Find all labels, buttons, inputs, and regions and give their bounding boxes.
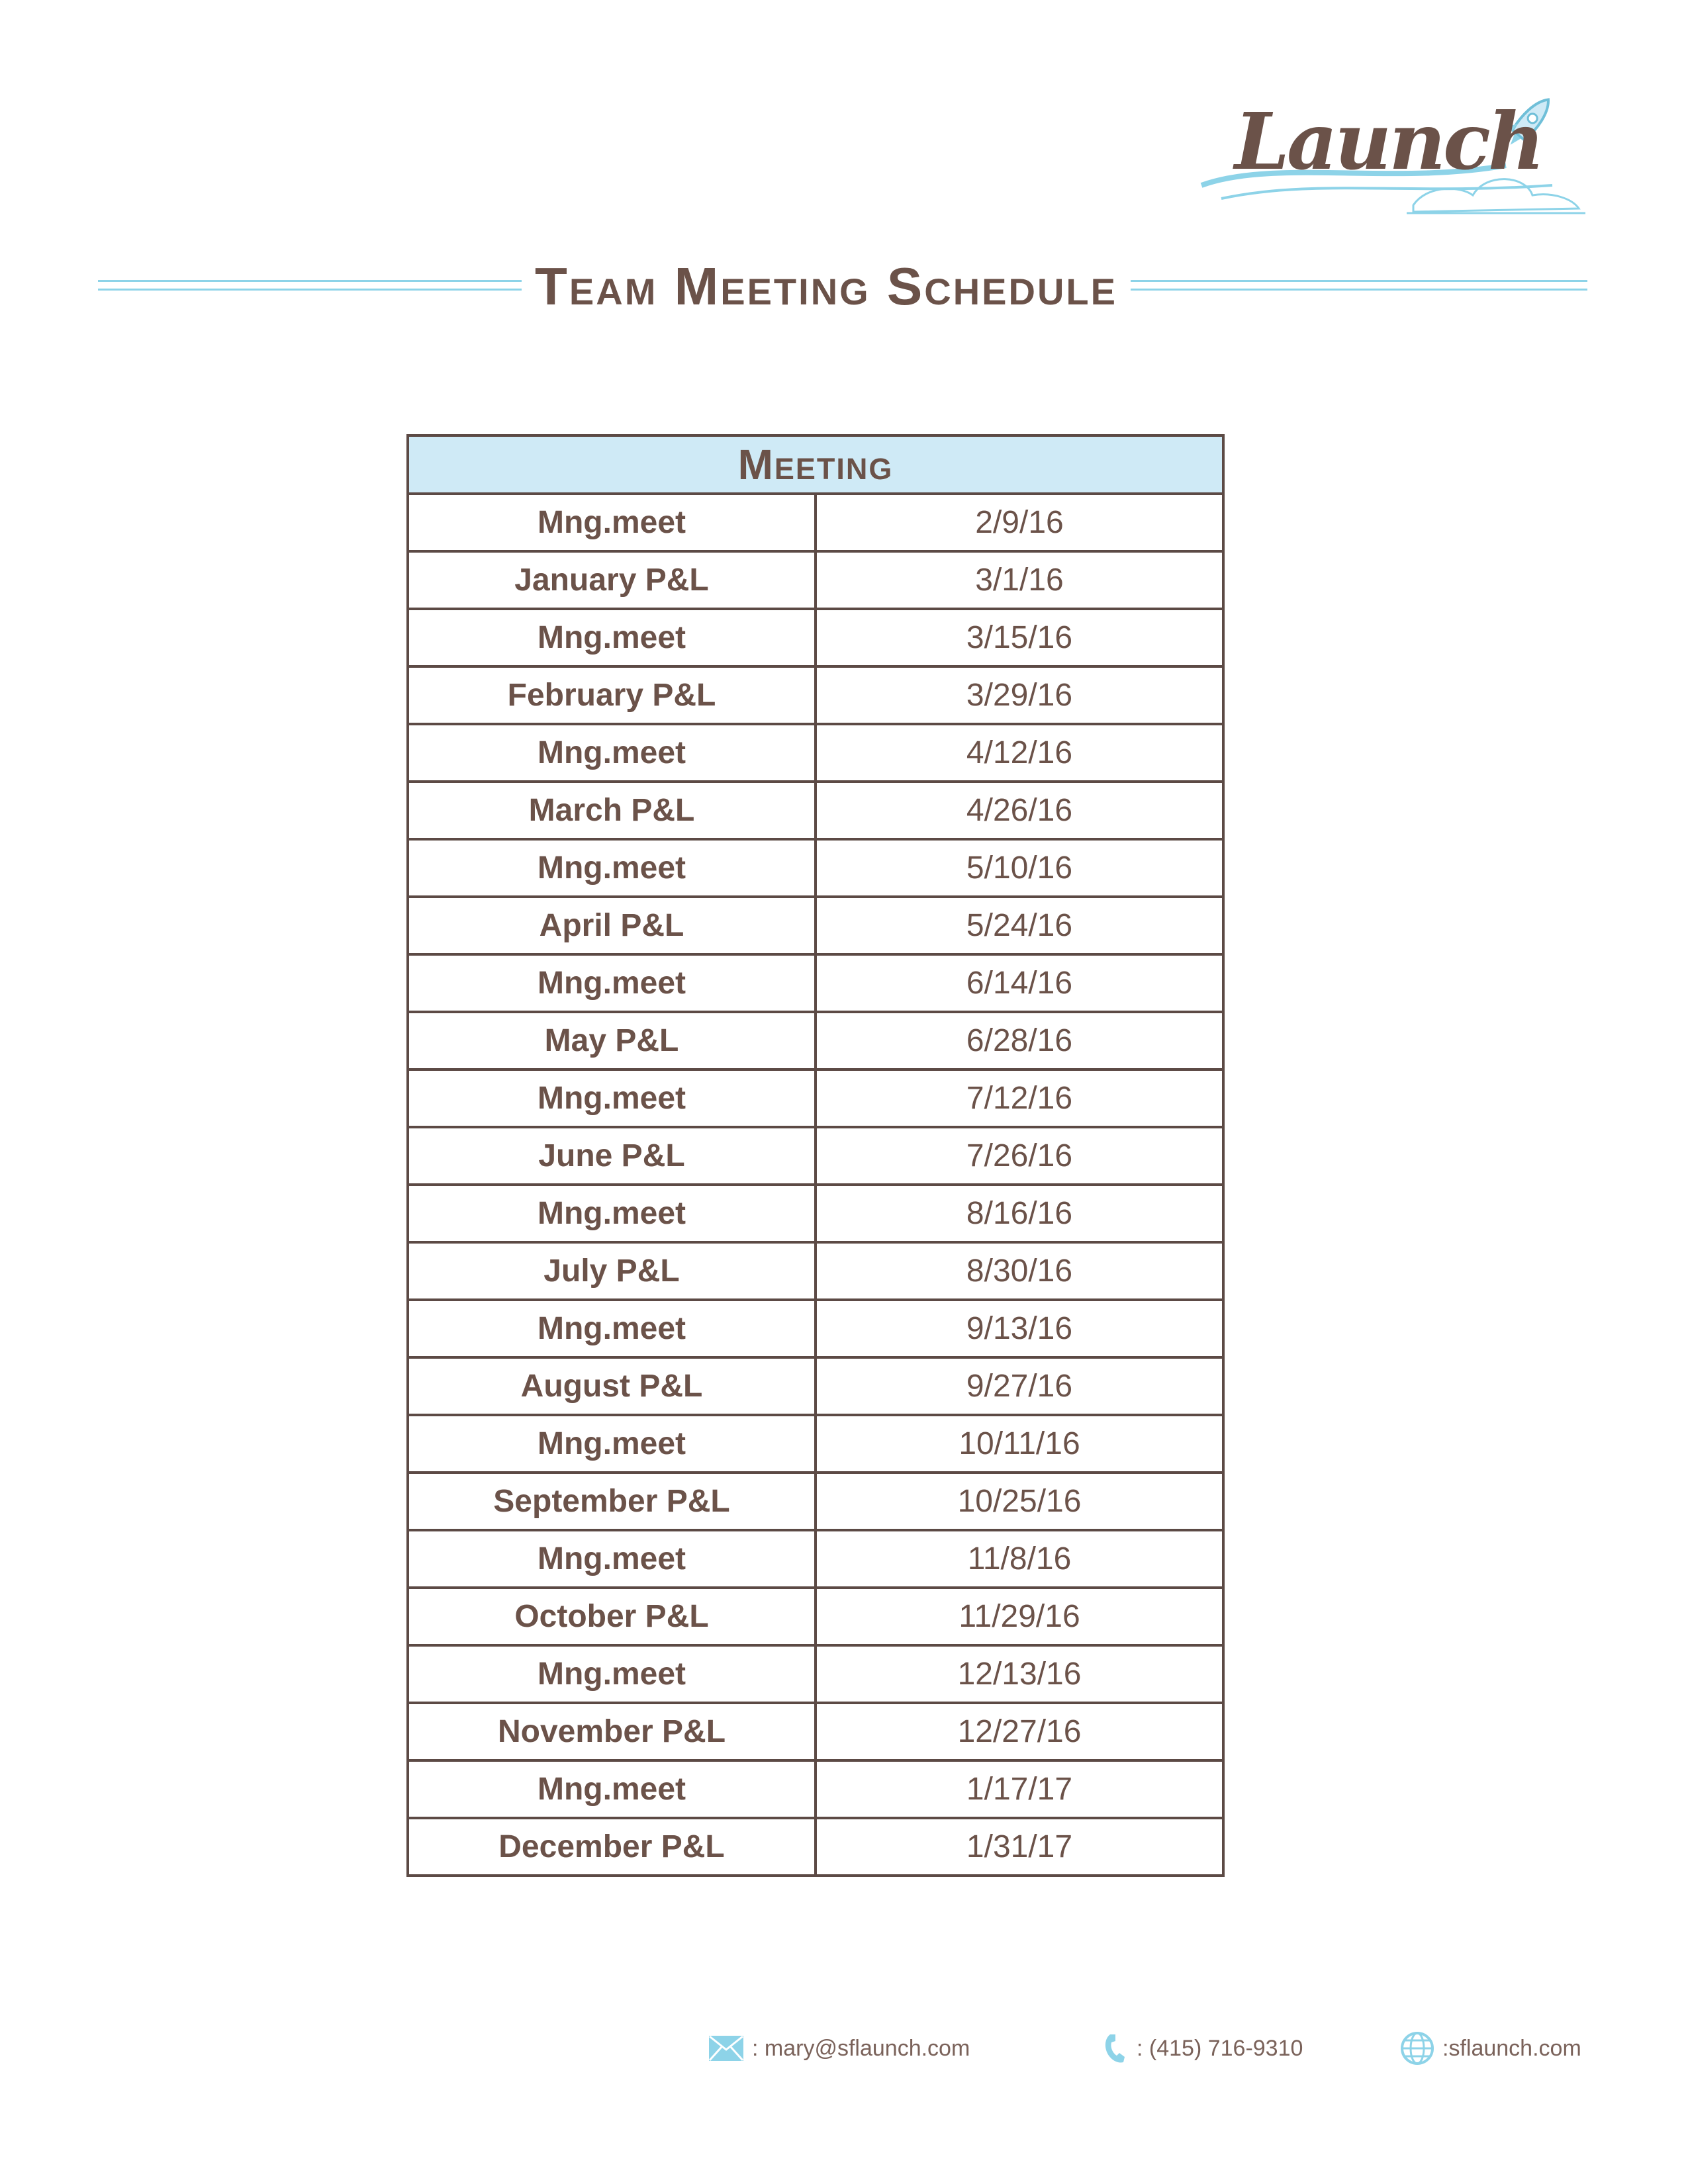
footer-website[interactable] (1400, 2025, 1581, 2071)
table-row (408, 1127, 1223, 1185)
table-row (408, 839, 1223, 897)
meeting-date-cell: 10/25/16 (816, 1473, 1223, 1530)
meeting-name-cell: August P&L (408, 1357, 816, 1415)
table-row (408, 1012, 1223, 1069)
table-row (408, 897, 1223, 954)
title-rule-right (1131, 280, 1587, 291)
meeting-date-cell: 5/24/16 (816, 897, 1223, 954)
meeting-name-cell: January P&L (408, 551, 816, 609)
meeting-name-cell: Mng.meet (408, 1185, 816, 1242)
meeting-name-cell: Mng.meet (408, 1069, 816, 1127)
meeting-date-cell: 6/28/16 (816, 1012, 1223, 1069)
meeting-name-cell: September P&L (408, 1473, 816, 1530)
meeting-date-cell: 9/13/16 (816, 1300, 1223, 1357)
footer-website-text: :sflaunch.com (1442, 2035, 1581, 2061)
table-row (408, 1760, 1223, 1818)
meeting-name-cell: June P&L (408, 1127, 816, 1185)
meeting-date-cell: 11/8/16 (816, 1530, 1223, 1588)
table-row (408, 782, 1223, 839)
table-row (408, 551, 1223, 609)
table-row (408, 666, 1223, 724)
table-row (408, 1242, 1223, 1300)
table-row (408, 1415, 1223, 1473)
meeting-name-cell: October P&L (408, 1588, 816, 1645)
meeting-name-cell: Mng.meet (408, 1645, 816, 1703)
table-row (408, 1818, 1223, 1876)
meeting-name-cell: March P&L (408, 782, 816, 839)
meeting-date-cell: 7/26/16 (816, 1127, 1223, 1185)
table-row (408, 1588, 1223, 1645)
meeting-date-cell: 6/14/16 (816, 954, 1223, 1012)
table-header-row (408, 435, 1223, 494)
meeting-date-cell: 8/16/16 (816, 1185, 1223, 1242)
title-band (98, 257, 1587, 316)
globe-icon (1400, 2031, 1434, 2066)
meeting-date-cell: 1/17/17 (816, 1760, 1223, 1818)
table-row (408, 609, 1223, 666)
meeting-date-cell: 10/11/16 (816, 1415, 1223, 1473)
table-body (408, 494, 1223, 1876)
meeting-name-cell: Mng.meet (408, 1415, 816, 1473)
meeting-name-cell: April P&L (408, 897, 816, 954)
meeting-date-cell: 9/27/16 (816, 1357, 1223, 1415)
table-header: Meeting (408, 435, 1223, 494)
table-row (408, 1069, 1223, 1127)
meeting-date-cell: 2/9/16 (816, 494, 1223, 551)
meeting-name-cell: July P&L (408, 1242, 816, 1300)
logo-text: Launch (1235, 95, 1542, 187)
meeting-date-cell: 11/29/16 (816, 1588, 1223, 1645)
table-row (408, 954, 1223, 1012)
table-row (408, 1645, 1223, 1703)
meeting-name-cell: November P&L (408, 1703, 816, 1760)
meeting-date-cell: 5/10/16 (816, 839, 1223, 897)
table-row (408, 1703, 1223, 1760)
meeting-name-cell: Mng.meet (408, 494, 816, 551)
footer-phone[interactable] (1102, 2025, 1303, 2071)
meeting-date-cell: 12/27/16 (816, 1703, 1223, 1760)
meeting-date-cell: 3/15/16 (816, 609, 1223, 666)
meeting-schedule-table (406, 434, 1225, 1877)
footer-email[interactable] (708, 2025, 970, 2071)
footer-email-text: : mary@sflaunch.com (752, 2035, 970, 2061)
meeting-name-cell: December P&L (408, 1818, 816, 1876)
meeting-date-cell: 12/13/16 (816, 1645, 1223, 1703)
table-row (408, 1300, 1223, 1357)
table-row (408, 494, 1223, 551)
meeting-name-cell: February P&L (408, 666, 816, 724)
phone-icon (1102, 2032, 1129, 2065)
mail-icon (708, 2035, 744, 2062)
meeting-name-cell: May P&L (408, 1012, 816, 1069)
launch-logo (1195, 86, 1592, 225)
meeting-name-cell: Mng.meet (408, 609, 816, 666)
meeting-date-cell: 1/31/17 (816, 1818, 1223, 1876)
meeting-name-cell: Mng.meet (408, 1530, 816, 1588)
table-row (408, 1185, 1223, 1242)
meeting-date-cell: 4/12/16 (816, 724, 1223, 782)
meeting-name-cell: Mng.meet (408, 839, 816, 897)
table-row (408, 1530, 1223, 1588)
table-row (408, 724, 1223, 782)
footer-phone-text: : (415) 716-9310 (1137, 2035, 1303, 2061)
meeting-name-cell: Mng.meet (408, 1300, 816, 1357)
meeting-name-cell: Mng.meet (408, 724, 816, 782)
meeting-date-cell: 8/30/16 (816, 1242, 1223, 1300)
table-row (408, 1473, 1223, 1530)
meeting-date-cell: 3/1/16 (816, 551, 1223, 609)
page-title: Team Meeting Schedule (535, 257, 1117, 316)
meeting-date-cell: 3/29/16 (816, 666, 1223, 724)
table-row (408, 1357, 1223, 1415)
meeting-name-cell: Mng.meet (408, 1760, 816, 1818)
meeting-date-cell: 4/26/16 (816, 782, 1223, 839)
footer (0, 2025, 1688, 2071)
meeting-name-cell: Mng.meet (408, 954, 816, 1012)
title-rule-left (98, 280, 522, 291)
meeting-date-cell: 7/12/16 (816, 1069, 1223, 1127)
